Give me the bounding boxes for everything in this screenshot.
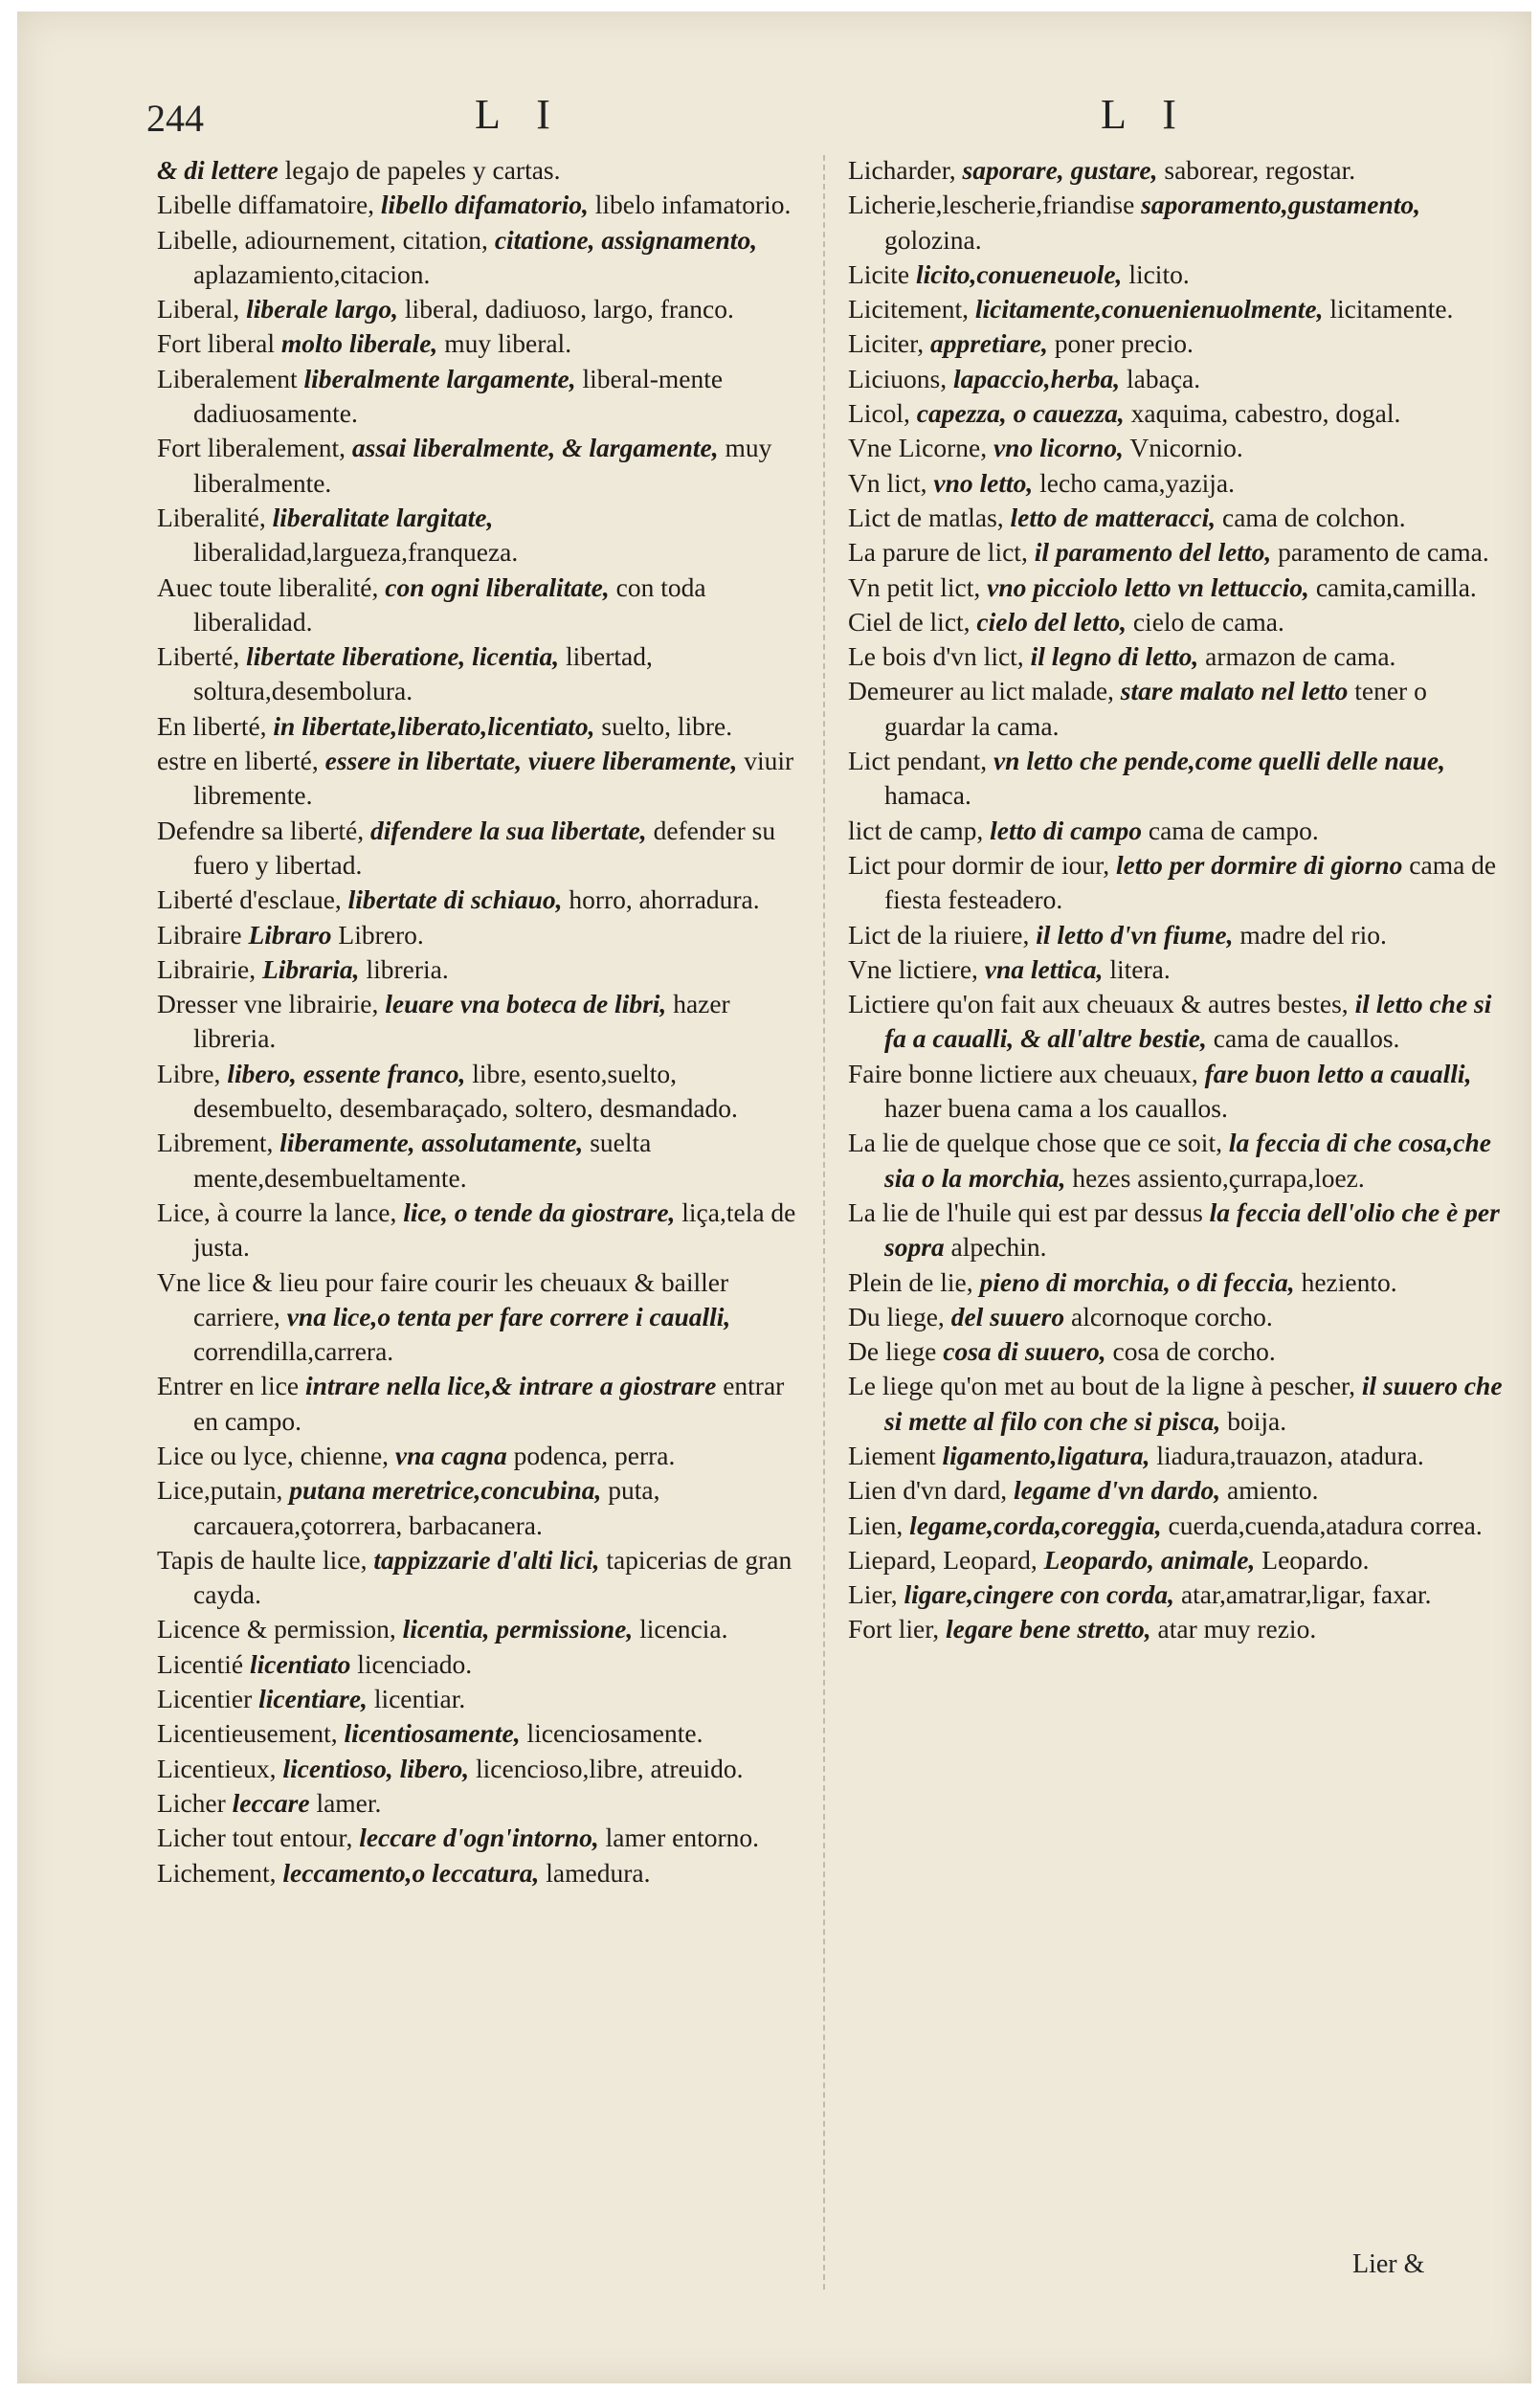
dictionary-entry	[157, 1682, 808, 1716]
french-term: Liepard, Leopard,	[848, 1544, 1038, 1575]
spanish-term: cosa de corcho.	[1112, 1336, 1276, 1367]
spanish-term: tener o guardar la cama.	[884, 676, 1427, 741]
dictionary-entry	[157, 987, 808, 1057]
italian-term: in libertate,liberato,licentiato,	[273, 710, 595, 741]
french-term: Lice,putain,	[157, 1475, 283, 1506]
french-term: Vne lice & lieu pour faire courir les cheuaux & bailler carriere,	[157, 1266, 729, 1331]
italian-term: licentiosamente,	[344, 1718, 521, 1749]
french-term: Lict de matlas,	[848, 502, 1004, 532]
spanish-term: saborear, regostar.	[1164, 155, 1356, 185]
dictionary-entry	[157, 639, 808, 709]
italian-term: Libraro	[248, 919, 332, 950]
italian-term: vna cagna	[394, 1440, 507, 1470]
dictionary-entry	[157, 918, 808, 952]
spanish-term: golozina.	[884, 224, 982, 255]
dictionary-entry	[848, 466, 1508, 501]
french-term: Liciter,	[848, 328, 925, 359]
french-term: estre en liberté,	[157, 746, 319, 776]
italian-term: cielo del letto,	[976, 606, 1127, 637]
spanish-term: entrar en campo.	[193, 1371, 785, 1436]
spanish-term: liadura,trauazon, atadura.	[1156, 1440, 1424, 1470]
spanish-term: boija.	[1227, 1405, 1287, 1436]
running-header-left: L I	[475, 91, 564, 138]
dictionary-entry	[157, 814, 808, 883]
french-term: Librement,	[157, 1128, 274, 1158]
dictionary-entry	[157, 1473, 808, 1543]
dictionary-entry	[157, 1543, 808, 1613]
spanish-term: licitamente.	[1329, 294, 1454, 324]
dictionary-entry	[157, 1786, 808, 1821]
italian-term: il suuero che si mette al filo con che si pisca,	[884, 1371, 1503, 1436]
italian-term: legame,corda,coreggia,	[909, 1510, 1162, 1540]
italian-term: ligamento,ligatura,	[942, 1440, 1150, 1470]
french-term: Lien,	[848, 1510, 904, 1540]
spanish-term: liberal, dadiuoso, largo, franco.	[404, 294, 734, 324]
italian-term: Leopardo, animale,	[1043, 1544, 1256, 1575]
french-term: Du liege,	[848, 1301, 945, 1331]
dictionary-entry	[848, 257, 1508, 292]
french-term: Lier,	[848, 1579, 898, 1610]
dictionary-entry	[848, 153, 1508, 188]
column-divider	[823, 155, 826, 2290]
french-term: Licite	[848, 258, 910, 289]
italian-term: vna lettica,	[984, 953, 1104, 984]
dictionary-entry	[157, 1716, 808, 1751]
spanish-term: cama de colchon.	[1222, 502, 1406, 532]
french-term: Auec toute liberalité,	[157, 571, 379, 602]
dictionary-entry	[848, 1577, 1508, 1612]
dictionary-entry	[157, 1196, 808, 1265]
french-term: Vn lict,	[848, 467, 927, 498]
italian-term: il letto d'vn fiume,	[1036, 919, 1234, 950]
french-term: Le liege qu'on met au bout de la ligne à pescher,	[848, 1371, 1355, 1401]
italian-term: leccamento,o leccatura,	[282, 1857, 540, 1888]
spanish-term: licencioso,libre, atreuido.	[476, 1753, 744, 1783]
french-term: Lictiere qu'on fait aux cheuaux & autres bestes,	[848, 989, 1349, 1019]
dictionary-entry	[848, 744, 1508, 814]
italian-term: saporamento,gustamento,	[1141, 190, 1421, 220]
dictionary-entry	[157, 188, 808, 222]
spanish-term: lamedura.	[546, 1857, 651, 1888]
french-term: Libelle, adiournement, citation,	[157, 224, 488, 255]
spanish-term: atar,amatrar,ligar, faxar.	[1180, 1579, 1432, 1610]
spanish-term: licenciado.	[357, 1648, 473, 1679]
french-term: Lice ou lyce, chienne,	[157, 1440, 390, 1470]
italian-term: licentioso, libero,	[282, 1753, 470, 1783]
dictionary-entry	[157, 1647, 808, 1682]
dictionary-entry	[157, 223, 808, 293]
dictionary-entry	[848, 1334, 1508, 1369]
italian-term: legare bene stretto,	[946, 1614, 1151, 1644]
spanish-term: hazer libreria.	[193, 989, 730, 1054]
french-term: Defendre sa liberté,	[157, 815, 365, 845]
spanish-term: licentiar.	[373, 1684, 466, 1714]
dictionary-entry	[157, 570, 808, 640]
italian-term: pieno di morchia, o di feccia,	[979, 1266, 1295, 1297]
spanish-term: madre del rio.	[1239, 919, 1387, 950]
french-term: Licher tout entour,	[157, 1823, 353, 1853]
dictionary-entry	[848, 674, 1508, 744]
french-term: Lict pour dormir de iour,	[848, 849, 1110, 880]
spanish-term: cuerda,cuenda,atadura correa.	[1168, 1510, 1483, 1540]
italian-term: il paramento del letto,	[1034, 537, 1272, 568]
italian-term: appretiare,	[929, 328, 1048, 359]
french-term: Librairie,	[157, 953, 257, 984]
french-term: Libelle diffamatoire,	[157, 190, 375, 220]
french-term: Lichement,	[157, 1857, 277, 1888]
dictionary-entry	[157, 709, 808, 744]
french-term: En liberté,	[157, 710, 267, 741]
italian-term: letto de matteracci,	[1010, 502, 1216, 532]
dictionary-entry	[848, 848, 1508, 918]
running-header-right: L I	[1101, 91, 1190, 138]
italian-term: vno picciolo letto vn lettuccio,	[987, 571, 1309, 602]
french-term: De liege	[848, 1336, 937, 1367]
dictionary-entry	[848, 987, 1508, 1057]
italian-term: la feccia dell'olio che è per sopra	[884, 1196, 1500, 1263]
dictionary-entry	[157, 1057, 808, 1127]
italian-term: leccare	[232, 1787, 310, 1818]
spanish-term: liberal-mente dadiuosamente.	[193, 363, 724, 429]
spanish-term: libertad, soltura,desembolura.	[193, 641, 653, 706]
italian-term: citatione, assignamento,	[494, 224, 758, 255]
italian-term: licentia, permissione,	[402, 1614, 634, 1644]
dictionary-entry	[848, 1509, 1508, 1543]
italian-term: con ogni liberalitate,	[385, 571, 610, 602]
dictionary-entry	[157, 153, 808, 188]
spanish-term: tapicerias de gran cayda.	[193, 1544, 792, 1610]
spanish-term: lamer.	[316, 1787, 382, 1818]
spanish-term: alcornoque corcho.	[1070, 1301, 1273, 1331]
dictionary-entry	[157, 883, 808, 917]
spanish-term: paramento de cama.	[1278, 537, 1489, 568]
french-term: Demeurer au lict malade,	[848, 676, 1114, 706]
french-term: Liberal,	[157, 294, 240, 324]
french-term: Licentieusement,	[157, 1718, 338, 1749]
dictionary-entry	[157, 1752, 808, 1786]
spanish-term: atar muy rezio.	[1157, 1614, 1317, 1644]
italian-term: molto liberale,	[280, 328, 438, 359]
italian-term: difendere la sua libertate,	[369, 815, 647, 845]
spanish-term: libelo infamatorio.	[594, 190, 792, 220]
italian-term: liberalitate largitate,	[272, 502, 494, 532]
dictionary-entry	[157, 1126, 808, 1196]
spanish-term: aplazamiento,citacion.	[193, 258, 431, 289]
italian-term: letto di campo	[990, 815, 1143, 845]
italian-term: assai liberalmente, & largamente,	[351, 433, 719, 463]
dictionary-entry	[848, 1612, 1508, 1646]
italian-term: saporare, gustare,	[962, 155, 1158, 185]
spanish-term: libre, esento,suelto, desembuelto, desembaraçado, soltero, desmandado.	[193, 1058, 738, 1124]
italian-term: cosa di suuero,	[943, 1336, 1106, 1367]
dictionary-entry	[157, 1821, 808, 1855]
dictionary-entry	[157, 1369, 808, 1439]
french-term: La lie de l'huile qui est par dessus	[848, 1196, 1203, 1227]
dictionary-entry	[848, 1300, 1508, 1334]
french-term: Vn petit lict,	[848, 571, 981, 602]
dictionary-entry	[848, 570, 1508, 605]
dictionary-entry	[848, 292, 1508, 326]
italian-term: lice, o tende da giostrare,	[403, 1196, 676, 1227]
spanish-term: xaquima, cabestro, dogal.	[1130, 398, 1401, 429]
italian-term: tappizzarie d'alti lici,	[373, 1544, 600, 1575]
italian-term: leccare d'ogn'intorno,	[359, 1823, 599, 1853]
italian-term: del suuero	[950, 1301, 1065, 1331]
french-term: Lict de la riuiere,	[848, 919, 1030, 950]
dictionary-entry	[157, 1612, 808, 1646]
dictionary-entry	[848, 396, 1508, 431]
page-number: 244	[146, 97, 204, 140]
italian-term: licitamente,conuenienuolmente,	[974, 294, 1324, 324]
italian-term: libertate liberatione, licentia,	[246, 641, 560, 672]
italian-term: putana meretrice,concubina,	[289, 1475, 602, 1506]
spanish-term: correndilla,carrera.	[193, 1336, 394, 1367]
italian-term: fare buon letto a caualli,	[1204, 1058, 1472, 1088]
spanish-term: armazon de cama.	[1205, 641, 1396, 672]
spanish-term: hazer buena cama a los cauallos.	[884, 1093, 1228, 1124]
italian-term: vno licorno,	[993, 433, 1124, 463]
italian-term: liberalmente largamente,	[303, 363, 576, 393]
italian-term: vno letto,	[933, 467, 1034, 498]
spanish-term: cama de fiesta festeadero.	[884, 849, 1497, 915]
french-term: lict de camp,	[848, 815, 984, 845]
dictionary-entry	[848, 1126, 1508, 1196]
french-term: Le bois d'vn lict,	[848, 641, 1024, 672]
french-term: Liberalité,	[157, 502, 266, 532]
spanish-term: Librero.	[338, 919, 424, 950]
dictionary-entry	[848, 814, 1508, 848]
italian-term: liberale largo,	[246, 294, 399, 324]
dictionary-entry	[157, 744, 808, 814]
french-term: Liciuons,	[848, 363, 948, 393]
french-term: Licentieux,	[157, 1753, 277, 1783]
spanish-term: puta, carcauera,çotorrera, barbacanera.	[193, 1475, 660, 1540]
dictionary-entry	[848, 326, 1508, 361]
italian-term: legame d'vn dardo,	[1013, 1475, 1221, 1506]
italian-term: licentiato	[249, 1648, 351, 1679]
dictionary-entry	[157, 1439, 808, 1473]
dictionary-entry	[848, 952, 1508, 987]
french-term: Lict pendant,	[848, 746, 988, 776]
right-column	[848, 153, 1508, 1647]
spanish-term: alpechin.	[950, 1232, 1047, 1263]
dictionary-entry	[157, 326, 808, 361]
dictionary-entry	[848, 639, 1508, 674]
dictionary-entry	[848, 1369, 1508, 1439]
italian-term: vn letto che pende,come quelli delle naue,	[993, 746, 1445, 776]
italian-term: lapaccio,herba,	[953, 363, 1121, 393]
spanish-term: muy liberal.	[444, 328, 572, 359]
french-term: Libraire	[157, 919, 242, 950]
dictionary-entry	[848, 1543, 1508, 1577]
dictionary-entry	[157, 292, 808, 326]
italian-term: licito,conueneuole,	[916, 258, 1123, 289]
dictionary-entry	[848, 1196, 1508, 1265]
french-term: Liement	[848, 1440, 936, 1470]
dictionary-entry	[848, 1439, 1508, 1473]
spanish-term: con toda liberalidad.	[193, 571, 706, 637]
dictionary-entry	[157, 1856, 808, 1890]
spanish-term: Vnicornio.	[1129, 433, 1243, 463]
spanish-term: poner precio.	[1054, 328, 1194, 359]
french-term: Fort lier,	[848, 1614, 940, 1644]
italian-term: libero, essente franco,	[227, 1058, 466, 1088]
french-term: Dresser vne librairie,	[157, 989, 379, 1019]
italian-term: il letto che si fa a caualli, & all'altre bestie,	[884, 989, 1492, 1054]
french-term: Tapis de haulte lice,	[157, 1544, 368, 1575]
spanish-term: legajo de papeles y cartas.	[284, 155, 561, 185]
spanish-term: hamaca.	[884, 780, 971, 811]
italian-term: stare malato nel letto	[1120, 676, 1349, 706]
italian-term: libertate di schiauo,	[347, 884, 563, 915]
italian-term: Libraria,	[261, 953, 360, 984]
dictionary-entry	[848, 918, 1508, 952]
spanish-term: labaça.	[1127, 363, 1201, 393]
french-term: Liberté,	[157, 641, 240, 672]
spanish-term: cielo de cama.	[1132, 606, 1284, 637]
dictionary-page	[17, 11, 1531, 2383]
italian-term: ligare,cingere con corda,	[904, 1579, 1175, 1610]
french-term: Fort liberal	[157, 328, 275, 359]
spanish-term: camita,camilla.	[1315, 571, 1477, 602]
french-term: Liberté d'esclaue,	[157, 884, 342, 915]
italian-term: leuare vna boteca de libri,	[385, 989, 667, 1019]
italian-term: il legno di letto,	[1030, 641, 1199, 672]
dictionary-entry	[157, 1265, 808, 1370]
spanish-term: cama de cauallos.	[1213, 1023, 1400, 1054]
french-term: Licentié	[157, 1648, 244, 1679]
dictionary-entry	[157, 431, 808, 501]
dictionary-entry	[848, 1057, 1508, 1127]
italian-term: & di lettere	[157, 155, 279, 185]
italian-term: liberamente, assolutamente,	[279, 1128, 584, 1158]
french-term: Vne Licorne,	[848, 433, 988, 463]
french-term: Lice, à courre la lance,	[157, 1196, 397, 1227]
catchword: Lier &	[1352, 2249, 1425, 2279]
spanish-term: Leopardo.	[1261, 1544, 1370, 1575]
french-term: Licitement,	[848, 294, 969, 324]
spanish-term: suelto, libre.	[601, 710, 733, 741]
french-term: Licharder,	[848, 155, 956, 185]
french-term: La parure de lict,	[848, 537, 1028, 568]
spanish-term: liça,tela de justa.	[193, 1196, 796, 1263]
italian-term: libello difamatorio,	[380, 190, 589, 220]
spanish-term: liberalidad,largueza,franqueza.	[193, 537, 519, 568]
italian-term: vna lice,o tenta per fare correre i caualli,	[286, 1301, 731, 1331]
dictionary-entry	[848, 188, 1508, 257]
spanish-term: hezes assiento,çurrapa,loez.	[1072, 1162, 1365, 1193]
spanish-term: podenca, perra.	[513, 1440, 676, 1470]
dictionary-entry	[157, 952, 808, 987]
dictionary-entry	[848, 501, 1508, 535]
spanish-term: licenciosamente.	[526, 1718, 703, 1749]
spanish-term: licencia.	[639, 1614, 728, 1644]
french-term: Ciel de lict,	[848, 606, 971, 637]
french-term: Vne lictiere,	[848, 953, 978, 984]
italian-term: letto per dormire di giorno	[1115, 849, 1403, 880]
french-term: Entrer en lice	[157, 1371, 300, 1401]
spanish-term: licito.	[1128, 258, 1190, 289]
spanish-term: horro, ahorradura.	[569, 884, 760, 915]
italian-term: licentiare,	[258, 1684, 368, 1714]
italian-term: intrare nella lice,& intrare a giostrare	[304, 1371, 717, 1401]
italian-term: la feccia di che cosa,che sia o la morchia,	[884, 1128, 1491, 1193]
left-column	[157, 153, 808, 1890]
italian-term: capezza, o cauezza,	[916, 398, 1125, 429]
spanish-term: amiento.	[1227, 1475, 1319, 1506]
spanish-term: suelta mente,desembueltamente.	[193, 1128, 652, 1193]
dictionary-entry	[157, 501, 808, 570]
spanish-term: muy liberalmente.	[193, 433, 772, 498]
french-term: Licence & permission,	[157, 1614, 396, 1644]
french-term: Licher	[157, 1787, 226, 1818]
french-term: Faire bonne lictiere aux cheuaux,	[848, 1058, 1198, 1088]
spanish-term: defender su fuero y libertad.	[193, 815, 776, 880]
spanish-term: viuir libremente.	[193, 746, 794, 811]
dictionary-entry	[157, 362, 808, 432]
french-term: Licentier	[157, 1684, 253, 1714]
dictionary-entry	[848, 1473, 1508, 1508]
dictionary-entry	[848, 605, 1508, 639]
french-term: Licherie,lescherie,friandise	[848, 190, 1135, 220]
french-term: Licol,	[848, 398, 910, 429]
italian-term: essere in libertate, viuere liberamente,	[324, 746, 738, 776]
spanish-term: lamer entorno.	[605, 1823, 759, 1853]
french-term: Lien d'vn dard,	[848, 1475, 1008, 1506]
french-term: Libre,	[157, 1058, 221, 1088]
dictionary-entry	[848, 362, 1508, 396]
spanish-term: cama de campo.	[1148, 815, 1319, 845]
spanish-term: libreria.	[366, 953, 449, 984]
french-term: Plein de lie,	[848, 1266, 973, 1297]
french-term: Fort liberalement,	[157, 433, 346, 463]
french-term: La lie de quelque chose que ce soit,	[848, 1128, 1222, 1158]
dictionary-entry	[848, 431, 1508, 465]
french-term: Liberalement	[157, 363, 298, 393]
dictionary-entry	[848, 535, 1508, 570]
spanish-term: lecho cama,yazija.	[1039, 467, 1235, 498]
spanish-term: litera.	[1109, 953, 1171, 984]
dictionary-entry	[848, 1265, 1508, 1300]
spanish-term: heziento.	[1301, 1266, 1397, 1297]
